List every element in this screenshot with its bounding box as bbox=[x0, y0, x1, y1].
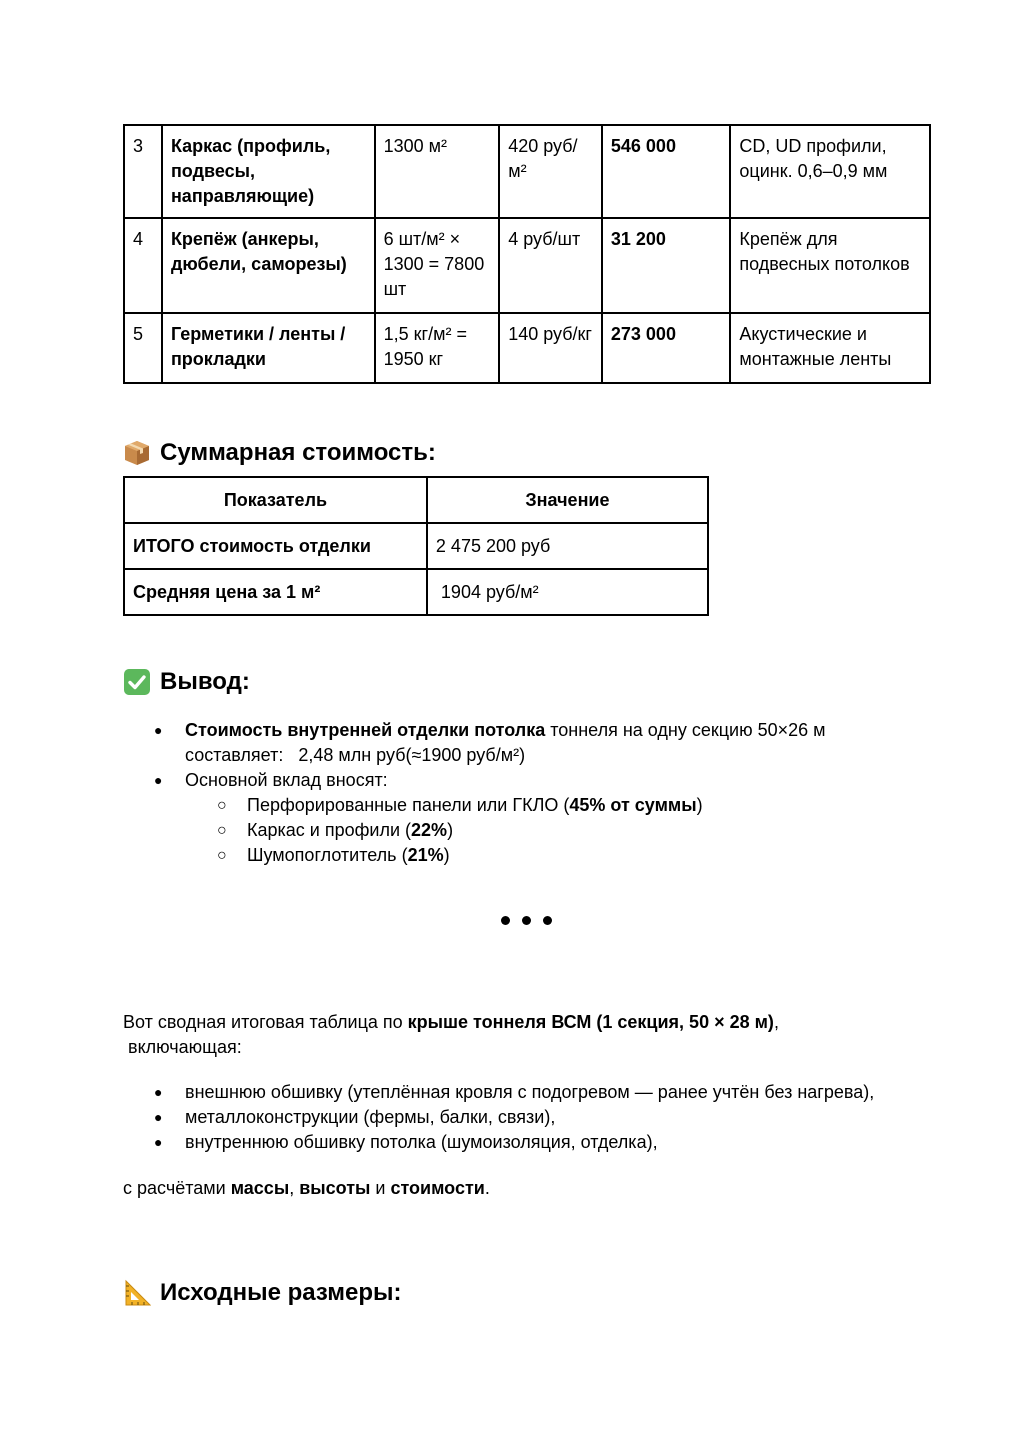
summary-heading bbox=[123, 438, 436, 468]
summary-table bbox=[123, 476, 709, 616]
item-quantity: 6 шт/м² × 1300 = 7800 шт bbox=[375, 218, 500, 313]
table-header-row bbox=[124, 477, 708, 523]
row-number: 4 bbox=[124, 218, 162, 313]
table-row bbox=[124, 523, 708, 569]
item-note: Крепёж для подвесных потолков bbox=[730, 218, 930, 313]
summary-label: ИТОГО стоимость отделки bbox=[124, 523, 427, 569]
table-row bbox=[124, 218, 930, 313]
bold-text: крыше тоннеля ВСМ (1 секция, 50 × 28 м) bbox=[407, 1012, 774, 1032]
table-row bbox=[124, 313, 930, 383]
check-mark-icon bbox=[123, 668, 151, 696]
column-header: Показатель bbox=[124, 477, 427, 523]
text: включающая: bbox=[123, 1037, 242, 1057]
list-item: ● внутреннюю обшивку потолка (шумоизоляция, отделка), bbox=[185, 1130, 965, 1155]
conclusion-heading bbox=[123, 667, 250, 697]
list-item bbox=[185, 768, 985, 793]
text: составляет: 2,48 млн руб(≈1900 руб/м²) bbox=[185, 745, 526, 765]
summary-heading-text: Суммарная стоимость: bbox=[160, 439, 436, 466]
text: , bbox=[773, 1012, 779, 1032]
item-unit-price: 140 руб/кг bbox=[499, 313, 602, 383]
column-header: Значение bbox=[427, 477, 708, 523]
item-unit-price: 420 руб/м² bbox=[499, 125, 602, 218]
table-row bbox=[124, 125, 930, 218]
item-total: 273 000 bbox=[602, 313, 731, 383]
text: с расчётами bbox=[123, 1178, 231, 1198]
dimensions-heading bbox=[123, 1278, 402, 1308]
text: Каркас и профили ( bbox=[247, 820, 412, 840]
row-number: 3 bbox=[124, 125, 162, 218]
triangular-ruler-icon bbox=[123, 1279, 151, 1307]
item-name: Герметики / ленты / прокладки bbox=[162, 313, 375, 383]
list-item: ● внешнюю обшивку (утеплённая кровля с подогревом — ранее учтён без нагрева), bbox=[185, 1080, 965, 1105]
table-row bbox=[124, 569, 708, 615]
section-separator bbox=[501, 916, 552, 925]
bold-text: стоимости bbox=[390, 1178, 485, 1198]
list-item: ● металлоконструкции (фермы, балки, связи), bbox=[185, 1105, 965, 1130]
bold-text: 22% bbox=[411, 820, 448, 840]
intro-list bbox=[185, 1080, 965, 1155]
separator-dot bbox=[543, 916, 552, 925]
bold-text: Стоимость внутренней отделки потолка bbox=[185, 720, 546, 740]
dimensions-heading-text: Исходные размеры: bbox=[160, 1279, 402, 1306]
calculation-paragraph bbox=[123, 1176, 943, 1201]
text: Перфорированные панели или ГКЛО ( bbox=[247, 795, 570, 815]
materials-table bbox=[123, 124, 931, 384]
text: и bbox=[370, 1178, 391, 1198]
conclusion-list bbox=[185, 718, 985, 793]
summary-value: 1904 руб/м² bbox=[427, 569, 708, 615]
text: ) bbox=[696, 795, 703, 815]
conclusion-sublist bbox=[247, 793, 947, 868]
bold-text: массы bbox=[230, 1178, 290, 1198]
list-item bbox=[247, 793, 947, 818]
summary-value: 2 475 200 руб bbox=[427, 523, 708, 569]
text: Вот сводная итоговая таблица по bbox=[123, 1012, 408, 1032]
intro-paragraph bbox=[123, 1010, 943, 1060]
item-name: Каркас (профиль, подвесы, направляющие) bbox=[162, 125, 375, 218]
separator-dot bbox=[501, 916, 510, 925]
item-name: Крепёж (анкеры, дюбели, саморезы) bbox=[162, 218, 375, 313]
text: Шумопоглотитель ( bbox=[247, 845, 408, 865]
row-number: 5 bbox=[124, 313, 162, 383]
list-item bbox=[247, 818, 947, 843]
bold-text: 45% от суммы bbox=[569, 795, 697, 815]
item-total: 546 000 bbox=[602, 125, 731, 218]
text: ) bbox=[447, 820, 454, 840]
package-icon bbox=[123, 439, 151, 467]
list-item bbox=[185, 718, 985, 768]
item-quantity: 1,5 кг/м² = 1950 кг bbox=[375, 313, 500, 383]
item-quantity: 1300 м² bbox=[375, 125, 500, 218]
separator-dot bbox=[522, 916, 531, 925]
text: . bbox=[484, 1178, 490, 1198]
item-total: 31 200 bbox=[602, 218, 731, 313]
item-note: Акустические и монтажные ленты bbox=[730, 313, 930, 383]
text: ) bbox=[443, 845, 450, 865]
item-unit-price: 4 руб/шт bbox=[499, 218, 602, 313]
bold-text: высоты bbox=[299, 1178, 371, 1198]
item-note: CD, UD профили, оцинк. 0,6–0,9 мм bbox=[730, 125, 930, 218]
text: Основной вклад вносят: bbox=[185, 770, 388, 790]
bold-text: 21% bbox=[407, 845, 444, 865]
summary-label: Средняя цена за 1 м² bbox=[124, 569, 427, 615]
conclusion-heading-text: Вывод: bbox=[160, 668, 250, 695]
list-item bbox=[247, 843, 947, 868]
text: , bbox=[289, 1178, 300, 1198]
text: тоннеля на одну секцию 50×26 м bbox=[545, 720, 826, 740]
